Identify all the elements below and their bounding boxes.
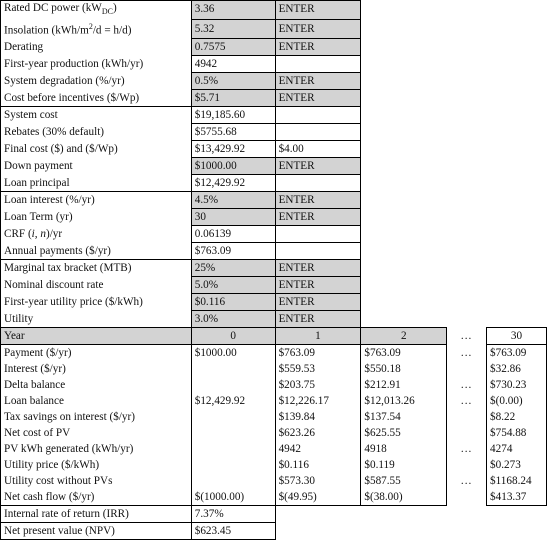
value-year-1: $559.53	[275, 361, 361, 377]
input-value: 4.5%	[191, 192, 275, 209]
enter-flag: ENTER	[275, 73, 361, 90]
enter-flag: ENTER	[275, 1, 361, 20]
empty-cell	[487, 226, 547, 243]
result-label: Internal rate of return (IRR)	[1, 506, 192, 523]
empty-cell	[447, 523, 487, 540]
input-value: $12,429.92	[191, 175, 275, 192]
value-year-2: $(38.00)	[361, 489, 447, 506]
input-row	[1, 141, 547, 158]
value-year-0: $12,429.92	[191, 393, 275, 409]
empty-cell	[447, 56, 487, 73]
enter-flag	[275, 107, 361, 124]
enter-flag: ENTER	[275, 311, 361, 328]
empty-cell	[487, 90, 547, 107]
empty-cell	[361, 311, 447, 328]
input-row	[1, 209, 547, 226]
input-label: Derating	[1, 39, 192, 56]
value-year-1: $139.84	[275, 409, 361, 425]
value-year-0	[191, 425, 275, 441]
input-label: System cost	[1, 107, 192, 124]
empty-cell	[447, 361, 487, 377]
empty-cell	[447, 226, 487, 243]
empty-cell	[447, 141, 487, 158]
empty-cell	[447, 192, 487, 209]
value-year-30: $1168.24	[487, 473, 547, 489]
value-year-30: $763.09	[487, 345, 547, 362]
empty-cell	[487, 523, 547, 540]
empty-cell	[487, 107, 547, 124]
input-label: Utility	[1, 311, 192, 328]
empty-cell	[447, 425, 487, 441]
input-row	[1, 294, 547, 311]
schedule-label: Net cost of PV	[1, 425, 192, 441]
year-0: 0	[191, 328, 275, 345]
input-label: Final cost ($) and ($/Wp)	[1, 141, 192, 158]
enter-flag: ENTER	[275, 158, 361, 175]
empty-cell	[361, 175, 447, 192]
empty-cell	[447, 175, 487, 192]
ellipsis: ...	[460, 329, 473, 342]
schedule-label: Payment ($/yr)	[1, 345, 192, 362]
value-year-30: $32.86	[487, 361, 547, 377]
empty-cell	[447, 409, 487, 425]
input-row	[1, 124, 547, 141]
empty-cell	[275, 506, 361, 523]
year-1: 1	[275, 328, 361, 345]
enter-flag: ENTER	[275, 19, 361, 39]
input-label: Loan interest (%/yr)	[1, 192, 192, 209]
enter-flag: ENTER	[275, 260, 361, 277]
input-label: Rated DC power $(kW_{DC})$	[1, 1, 192, 20]
schedule-row	[1, 409, 547, 425]
empty-cell	[361, 39, 447, 56]
value-year-2: $137.54	[361, 409, 447, 425]
value-year-2: $587.55	[361, 473, 447, 489]
input-row	[1, 39, 547, 56]
ellipsis: ...	[460, 378, 473, 391]
value-year-30: $(0.00)	[487, 393, 547, 409]
empty-cell	[487, 209, 547, 226]
schedule-row	[1, 361, 547, 377]
schedule-row	[1, 425, 547, 441]
schedule-row	[1, 345, 547, 362]
value-year-0: $(1000.00)	[191, 489, 275, 506]
enter-flag: ENTER	[275, 192, 361, 209]
input-value: 5.32	[191, 19, 275, 39]
empty-cell	[361, 56, 447, 73]
input-value: 5.0%	[191, 277, 275, 294]
schedule-row	[1, 393, 547, 409]
empty-cell	[487, 73, 547, 90]
schedule-row	[1, 457, 547, 473]
input-value: $13,429.92	[191, 141, 275, 158]
empty-cell	[447, 39, 487, 56]
result-row	[1, 506, 547, 523]
input-label: First-year production (kWh/yr)	[1, 56, 192, 73]
value-year-30: 4274	[487, 441, 547, 457]
input-row	[1, 56, 547, 73]
value-year-2: $550.18	[361, 361, 447, 377]
empty-cell	[447, 260, 487, 277]
input-value: $0.116	[191, 294, 275, 311]
empty-cell	[361, 107, 447, 124]
empty-cell	[487, 19, 547, 39]
empty-cell	[447, 311, 487, 328]
empty-cell	[361, 260, 447, 277]
result-label: Net present value (NPV)	[1, 523, 192, 540]
enter-flag	[275, 175, 361, 192]
empty-cell	[447, 457, 487, 473]
empty-cell	[487, 124, 547, 141]
empty-cell	[275, 523, 361, 540]
input-row	[1, 243, 547, 260]
enter-flag	[275, 124, 361, 141]
empty-cell	[361, 192, 447, 209]
value-year-30: $8.22	[487, 409, 547, 425]
input-row	[1, 158, 547, 175]
ellipsis: ...	[460, 346, 473, 359]
empty-cell	[487, 192, 547, 209]
input-row	[1, 311, 547, 328]
empty-cell	[487, 311, 547, 328]
value-year-2: $0.119	[361, 457, 447, 473]
input-value: 30	[191, 209, 275, 226]
value-year-0: $1000.00	[191, 345, 275, 362]
input-value: 0.7575	[191, 39, 275, 56]
empty-cell	[447, 209, 487, 226]
empty-cell	[361, 506, 447, 523]
input-value: $19,185.60	[191, 107, 275, 124]
value-year-2: $212.91	[361, 377, 447, 393]
schedule-label: Interest ($/yr)	[1, 361, 192, 377]
enter-flag: ENTER	[275, 39, 361, 56]
value-year-2: 4918	[361, 441, 447, 457]
empty-cell	[361, 141, 447, 158]
value-year-0	[191, 377, 275, 393]
empty-cell	[487, 243, 547, 260]
empty-cell	[487, 141, 547, 158]
value-year-30: $0.273	[487, 457, 547, 473]
input-row	[1, 1, 547, 20]
empty-cell	[361, 124, 447, 141]
input-row	[1, 192, 547, 209]
value-year-0	[191, 409, 275, 425]
value-year-1: $573.30	[275, 473, 361, 489]
schedule-label: Loan balance	[1, 393, 192, 409]
value-year-30: $413.37	[487, 489, 547, 506]
empty-cell	[487, 277, 547, 294]
value-year-1: 4942	[275, 441, 361, 457]
input-value: 3.0%	[191, 311, 275, 328]
value-year-0	[191, 457, 275, 473]
input-row	[1, 73, 547, 90]
enter-flag: ENTER	[275, 294, 361, 311]
enter-flag	[275, 226, 361, 243]
value-year-1: $(49.95)	[275, 489, 361, 506]
value-year-1: $203.75	[275, 377, 361, 393]
enter-flag	[275, 243, 361, 260]
input-value: 0.06139	[191, 226, 275, 243]
result-value: 7.37%	[191, 506, 275, 523]
value-year-1: $0.116	[275, 457, 361, 473]
value-year-2: $763.09	[361, 345, 447, 362]
empty-cell	[361, 158, 447, 175]
empty-cell	[447, 277, 487, 294]
input-label: Nominal discount rate	[1, 277, 192, 294]
empty-cell	[487, 506, 547, 523]
input-row	[1, 107, 547, 124]
empty-cell	[447, 19, 487, 39]
input-row	[1, 90, 547, 107]
enter-flag: ENTER	[275, 90, 361, 107]
input-value: $763.09	[191, 243, 275, 260]
input-label: Loan principal	[1, 175, 192, 192]
empty-cell	[361, 1, 447, 20]
empty-cell	[487, 175, 547, 192]
empty-cell	[487, 294, 547, 311]
enter-flag	[275, 56, 361, 73]
empty-cell	[487, 56, 547, 73]
empty-cell	[487, 1, 547, 20]
input-label: System degradation (%/yr)	[1, 73, 192, 90]
input-row	[1, 277, 547, 294]
input-label: Cost before incentives ($/Wp)	[1, 90, 192, 107]
empty-cell	[447, 506, 487, 523]
ellipsis: ...	[460, 394, 473, 407]
input-row	[1, 19, 547, 39]
year-30: 30	[487, 328, 547, 345]
empty-cell	[447, 124, 487, 141]
input-value: $1000.00	[191, 158, 275, 175]
empty-cell	[361, 226, 447, 243]
enter-flag: ENTER	[275, 277, 361, 294]
input-row	[1, 226, 547, 243]
input-extra-value: $4.00	[275, 141, 361, 158]
input-label: Loan Term (yr)	[1, 209, 192, 226]
value-year-0	[191, 361, 275, 377]
enter-flag: ENTER	[275, 209, 361, 226]
value-year-0	[191, 473, 275, 489]
empty-cell	[361, 294, 447, 311]
schedule-label: Tax savings on interest ($/yr)	[1, 409, 192, 425]
input-label: Marginal tax bracket (MTB)	[1, 260, 192, 277]
empty-cell	[487, 260, 547, 277]
schedule-label: PV kWh generated (kWh/yr)	[1, 441, 192, 457]
schedule-row	[1, 473, 547, 489]
empty-cell	[447, 90, 487, 107]
input-label: First-year utility price ($/kWh)	[1, 294, 192, 311]
empty-cell	[447, 73, 487, 90]
value-year-1: $763.09	[275, 345, 361, 362]
year-header-row	[1, 328, 547, 345]
empty-cell	[361, 277, 447, 294]
input-value: 3.36	[191, 1, 275, 20]
empty-cell	[361, 73, 447, 90]
input-value: $5755.68	[191, 124, 275, 141]
empty-cell	[361, 19, 447, 39]
empty-cell	[361, 209, 447, 226]
input-value: 4942	[191, 56, 275, 73]
input-value: $5.71	[191, 90, 275, 107]
value-year-1: $623.26	[275, 425, 361, 441]
empty-cell	[447, 107, 487, 124]
schedule-label: Net cash flow ($/yr)	[1, 489, 192, 506]
year-2: 2	[361, 328, 447, 345]
value-year-30: $730.23	[487, 377, 547, 393]
empty-cell	[447, 294, 487, 311]
value-year-2: $625.55	[361, 425, 447, 441]
schedule-label: Utility cost without PVs	[1, 473, 192, 489]
empty-cell	[447, 243, 487, 260]
input-label: Annual payments ($/yr)	[1, 243, 192, 260]
input-value: 25%	[191, 260, 275, 277]
ellipsis: ...	[460, 474, 473, 487]
empty-cell	[361, 90, 447, 107]
empty-cell	[447, 1, 487, 20]
input-label: Rebates (30% default)	[1, 124, 192, 141]
schedule-label: Delta balance	[1, 377, 192, 393]
year-label: Year	[1, 328, 192, 345]
empty-cell	[487, 158, 547, 175]
empty-cell	[487, 39, 547, 56]
input-row	[1, 260, 547, 277]
schedule-row	[1, 489, 547, 506]
result-value: $623.45	[191, 523, 275, 540]
input-value: 0.5%	[191, 73, 275, 90]
value-year-1: $12,226.17	[275, 393, 361, 409]
input-label: CRF (i, n)/yr	[1, 226, 192, 243]
ellipsis: ...	[460, 442, 473, 455]
value-year-0	[191, 441, 275, 457]
empty-cell	[447, 158, 487, 175]
input-label: Down payment	[1, 158, 192, 175]
empty-cell	[361, 243, 447, 260]
result-row	[1, 523, 547, 540]
schedule-row	[1, 441, 547, 457]
schedule-row	[1, 377, 547, 393]
input-label: Insolation $(kWh/m^2/d = h/d)$	[1, 19, 192, 39]
schedule-label: Utility price ($/kWh)	[1, 457, 192, 473]
empty-cell	[447, 489, 487, 506]
input-row	[1, 175, 547, 192]
value-year-2: $12,013.26	[361, 393, 447, 409]
value-year-30: $754.88	[487, 425, 547, 441]
empty-cell	[361, 523, 447, 540]
